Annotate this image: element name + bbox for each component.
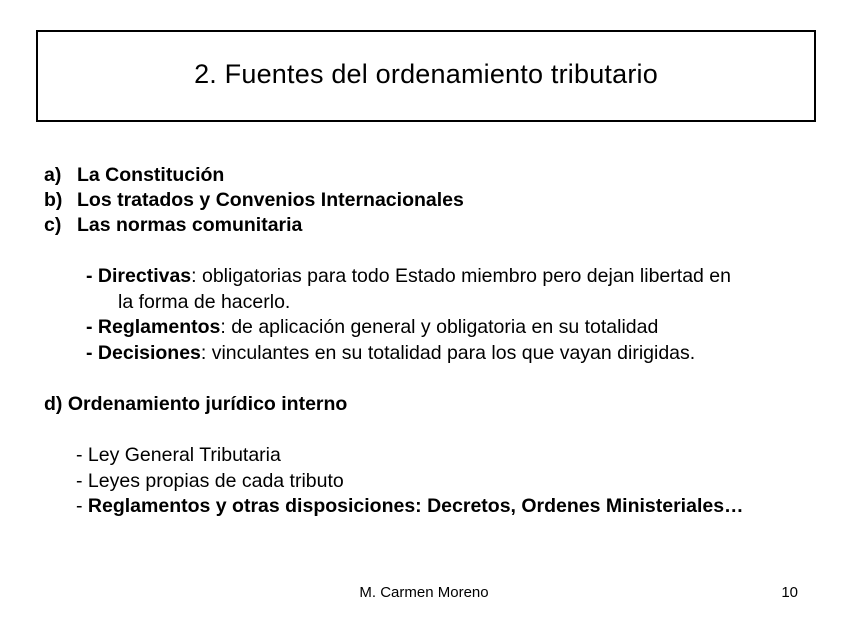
item-prefix: -: [76, 495, 88, 517]
decisiones-term: Decisiones: [97, 341, 201, 364]
directivas-text: : obligatorias para todo Estado miembro pero dejan libertad en: [191, 265, 731, 287]
source-label: Los tratados y Convenios Internacionales: [77, 189, 464, 211]
slide-content: [44, 163, 824, 520]
law-item-bold: Reglamentos y otras disposiciones: Decretos, Ordenes Ministeriales…: [87, 495, 744, 517]
law-item-leyes: - Leyes propias de cada tributo: [76, 469, 344, 492]
internal-heading: d) Ordenamiento jurídico interno: [44, 393, 348, 415]
law-item-reglamentos: [76, 494, 824, 520]
reglamentos-item: [86, 315, 824, 341]
directivas-term: Directivas: [97, 265, 192, 287]
source-marker: a): [44, 164, 62, 186]
source-item-b: [44, 188, 824, 213]
decisiones-item: [86, 341, 824, 367]
slide-title: 2. Fuentes del ordenamiento tributario: [194, 58, 658, 89]
law-item-lgt: - Ley General Tributaria: [76, 444, 281, 466]
directivas-item: [86, 264, 824, 290]
source-marker: c): [44, 214, 62, 236]
internal-law-list: [76, 443, 824, 520]
title-box: [36, 30, 816, 122]
footer-author: M. Carmen Moreno: [359, 584, 489, 601]
directivas-continuation: la forma de hacerlo.: [118, 290, 291, 313]
decisiones-text: : vinculantes en su totalidad para los que vayan dirigidas.: [200, 341, 696, 364]
item-prefix: -: [86, 341, 98, 364]
source-item-c: [44, 213, 824, 238]
source-marker: b): [44, 189, 63, 211]
source-label: La Constitución: [77, 164, 225, 186]
item-prefix: -: [86, 265, 98, 287]
source-label: Las normas comunitaria: [77, 214, 303, 236]
page-number: 10: [781, 584, 798, 601]
community-norms-list: [86, 264, 824, 366]
item-prefix: -: [86, 316, 98, 338]
source-item-a: [44, 163, 824, 188]
reglamentos-text: : de aplicación general y obligatoria en su totalidad: [220, 316, 659, 338]
reglamentos-term: Reglamentos: [97, 316, 221, 338]
